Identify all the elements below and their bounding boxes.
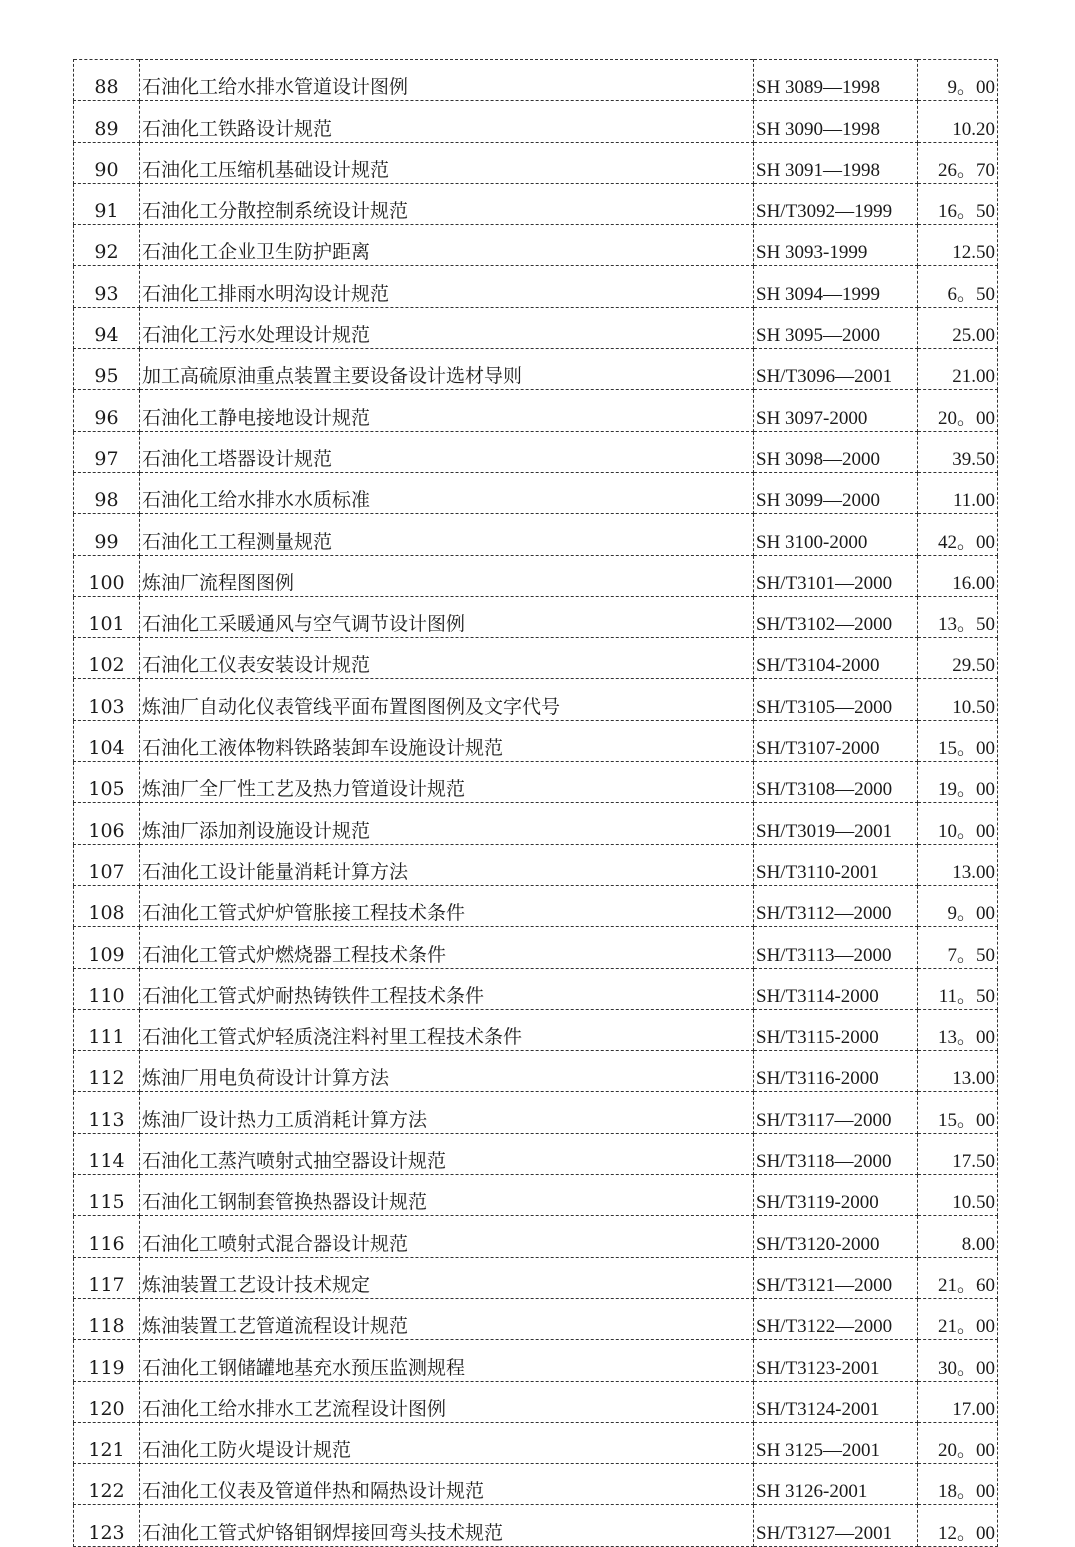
standard-price: 18。00 (918, 1464, 998, 1505)
standard-code: SH/T3121—2000 (754, 1257, 918, 1298)
standard-code: SH/T3123-2001 (754, 1340, 918, 1381)
standard-price: 8.00 (918, 1216, 998, 1257)
row-number: 95 (74, 349, 140, 390)
standard-title: 石油化工给水排水管道设计图例 (140, 60, 754, 101)
row-number: 123 (74, 1505, 140, 1546)
standard-price: 7。50 (918, 927, 998, 968)
row-number: 121 (74, 1422, 140, 1463)
standard-title: 石油化工蒸汽喷射式抽空器设计规范 (140, 1133, 754, 1174)
standard-title: 石油化工管式炉燃烧器工程技术条件 (140, 927, 754, 968)
standard-title: 炼油厂全厂性工艺及热力管道设计规范 (140, 762, 754, 803)
table-row (74, 266, 998, 307)
standards-table-body (74, 60, 998, 1547)
table-row (74, 431, 998, 472)
standard-title: 石油化工管式炉炉管胀接工程技术条件 (140, 885, 754, 926)
standard-price: 17.50 (918, 1133, 998, 1174)
table-row (74, 142, 998, 183)
standard-price: 21。60 (918, 1257, 998, 1298)
standard-title: 石油化工设计能量消耗计算方法 (140, 844, 754, 885)
standard-price: 21.00 (918, 349, 998, 390)
standard-title: 炼油厂用电负荷设计计算方法 (140, 1051, 754, 1092)
table-row (74, 1464, 998, 1505)
table-row (74, 844, 998, 885)
standard-code: SH/T3115-2000 (754, 1009, 918, 1050)
row-number: 118 (74, 1298, 140, 1339)
row-number: 113 (74, 1092, 140, 1133)
table-row (74, 225, 998, 266)
standard-title: 石油化工仪表及管道伴热和隔热设计规范 (140, 1464, 754, 1505)
standard-price: 12。00 (918, 1505, 998, 1546)
table-row (74, 596, 998, 637)
standard-code: SH/T3119-2000 (754, 1175, 918, 1216)
table-row (74, 555, 998, 596)
standard-price: 15。00 (918, 1092, 998, 1133)
standard-price: 42。00 (918, 514, 998, 555)
standard-price: 25.00 (918, 307, 998, 348)
row-number: 99 (74, 514, 140, 555)
standard-title: 石油化工管式炉铬钼钢焊接回弯头技术规范 (140, 1505, 754, 1546)
standard-code: SH/T3092—1999 (754, 183, 918, 224)
table-row (74, 1422, 998, 1463)
table-row (74, 1257, 998, 1298)
table-row (74, 638, 998, 679)
standard-price: 11。50 (918, 968, 998, 1009)
table-row (74, 1505, 998, 1546)
standard-price: 10.50 (918, 1175, 998, 1216)
standard-title: 石油化工仪表安装设计规范 (140, 638, 754, 679)
standard-title: 炼油厂流程图图例 (140, 555, 754, 596)
table-row (74, 1216, 998, 1257)
standard-price: 20。00 (918, 1422, 998, 1463)
table-row (74, 1298, 998, 1339)
standard-title: 加工高硫原油重点装置主要设备设计选材导则 (140, 349, 754, 390)
standard-price: 26。70 (918, 142, 998, 183)
table-row (74, 60, 998, 101)
standard-title: 石油化工给水排水工艺流程设计图例 (140, 1381, 754, 1422)
row-number: 108 (74, 885, 140, 926)
standard-code: SH 3100-2000 (754, 514, 918, 555)
standard-title: 石油化工污水处理设计规范 (140, 307, 754, 348)
standard-code: SH/T3124-2001 (754, 1381, 918, 1422)
row-number: 98 (74, 472, 140, 513)
row-number: 107 (74, 844, 140, 885)
standard-code: SH/T3116-2000 (754, 1051, 918, 1092)
standard-code: SH/T3122—2000 (754, 1298, 918, 1339)
standard-code: SH/T3108—2000 (754, 762, 918, 803)
row-number: 90 (74, 142, 140, 183)
table-row (74, 762, 998, 803)
row-number: 106 (74, 803, 140, 844)
row-number: 104 (74, 720, 140, 761)
standard-title: 石油化工管式炉耐热铸铁件工程技术条件 (140, 968, 754, 1009)
table-row (74, 307, 998, 348)
row-number: 91 (74, 183, 140, 224)
standard-title: 石油化工防火堤设计规范 (140, 1422, 754, 1463)
row-number: 96 (74, 390, 140, 431)
standard-price: 9。00 (918, 885, 998, 926)
table-row (74, 349, 998, 390)
standard-title: 石油化工排雨水明沟设计规范 (140, 266, 754, 307)
standard-price: 10。00 (918, 803, 998, 844)
standard-price: 16。50 (918, 183, 998, 224)
standard-title: 石油化工静电接地设计规范 (140, 390, 754, 431)
standard-code: SH/T3112—2000 (754, 885, 918, 926)
standard-code: SH/T3019—2001 (754, 803, 918, 844)
table-row (74, 183, 998, 224)
standard-code: SH/T3096—2001 (754, 349, 918, 390)
row-number: 114 (74, 1133, 140, 1174)
standard-price: 19。00 (918, 762, 998, 803)
table-row (74, 1340, 998, 1381)
standard-price: 17.00 (918, 1381, 998, 1422)
standard-code: SH/T3120-2000 (754, 1216, 918, 1257)
table-row (74, 885, 998, 926)
standard-price: 13.00 (918, 1051, 998, 1092)
standard-code: SH 3094—1999 (754, 266, 918, 307)
row-number: 97 (74, 431, 140, 472)
table-row (74, 803, 998, 844)
row-number: 110 (74, 968, 140, 1009)
standard-code: SH/T3110-2001 (754, 844, 918, 885)
standard-code: SH/T3104-2000 (754, 638, 918, 679)
standard-code: SH/T3102—2000 (754, 596, 918, 637)
table-row (74, 679, 998, 720)
table-row (74, 927, 998, 968)
standard-code: SH/T3105—2000 (754, 679, 918, 720)
table-row (74, 390, 998, 431)
standard-code: SH/T3113—2000 (754, 927, 918, 968)
standard-title: 石油化工喷射式混合器设计规范 (140, 1216, 754, 1257)
standard-title: 炼油装置工艺管道流程设计规范 (140, 1298, 754, 1339)
standard-price: 11.00 (918, 472, 998, 513)
standard-title: 石油化工工程测量规范 (140, 514, 754, 555)
standard-title: 石油化工钢储罐地基充水预压监测规程 (140, 1340, 754, 1381)
table-row (74, 720, 998, 761)
standard-code: SH 3099—2000 (754, 472, 918, 513)
standard-title: 炼油厂自动化仪表管线平面布置图图例及文字代号 (140, 679, 754, 720)
row-number: 93 (74, 266, 140, 307)
row-number: 122 (74, 1464, 140, 1505)
standard-price: 20。00 (918, 390, 998, 431)
standard-price: 30。00 (918, 1340, 998, 1381)
standard-title: 石油化工液体物料铁路装卸车设施设计规范 (140, 720, 754, 761)
standard-title: 炼油厂设计热力工质消耗计算方法 (140, 1092, 754, 1133)
table-row (74, 968, 998, 1009)
standard-price: 12.50 (918, 225, 998, 266)
standard-price: 16.00 (918, 555, 998, 596)
table-row (74, 101, 998, 142)
row-number: 101 (74, 596, 140, 637)
row-number: 119 (74, 1340, 140, 1381)
row-number: 102 (74, 638, 140, 679)
table-row (74, 1175, 998, 1216)
standard-price: 10.50 (918, 679, 998, 720)
row-number: 109 (74, 927, 140, 968)
row-number: 105 (74, 762, 140, 803)
standard-price: 15。00 (918, 720, 998, 761)
standard-code: SH 3098—2000 (754, 431, 918, 472)
row-number: 120 (74, 1381, 140, 1422)
table-row (74, 1051, 998, 1092)
standard-code: SH 3126-2001 (754, 1464, 918, 1505)
row-number: 116 (74, 1216, 140, 1257)
standard-code: SH 3097-2000 (754, 390, 918, 431)
row-number: 89 (74, 101, 140, 142)
table-row (74, 1092, 998, 1133)
table-row (74, 472, 998, 513)
standard-title: 石油化工塔器设计规范 (140, 431, 754, 472)
standard-price: 13。50 (918, 596, 998, 637)
standard-price: 9。00 (918, 60, 998, 101)
standard-code: SH/T3101—2000 (754, 555, 918, 596)
row-number: 94 (74, 307, 140, 348)
row-number: 112 (74, 1051, 140, 1092)
standard-code: SH 3125—2001 (754, 1422, 918, 1463)
table-row (74, 514, 998, 555)
standard-price: 6。50 (918, 266, 998, 307)
standard-code: SH/T3114-2000 (754, 968, 918, 1009)
standard-price: 21。00 (918, 1298, 998, 1339)
row-number: 115 (74, 1175, 140, 1216)
table-row (74, 1381, 998, 1422)
standard-code: SH 3091—1998 (754, 142, 918, 183)
standard-title: 石油化工铁路设计规范 (140, 101, 754, 142)
standard-price: 39.50 (918, 431, 998, 472)
standard-code: SH 3090—1998 (754, 101, 918, 142)
standard-price: 13.00 (918, 844, 998, 885)
row-number: 117 (74, 1257, 140, 1298)
row-number: 111 (74, 1009, 140, 1050)
standard-price: 29.50 (918, 638, 998, 679)
standard-title: 石油化工压缩机基础设计规范 (140, 142, 754, 183)
table-row (74, 1009, 998, 1050)
standard-title: 石油化工钢制套管换热器设计规范 (140, 1175, 754, 1216)
standard-code: SH 3095—2000 (754, 307, 918, 348)
standard-title: 石油化工分散控制系统设计规范 (140, 183, 754, 224)
standard-code: SH 3089—1998 (754, 60, 918, 101)
standard-price: 13。00 (918, 1009, 998, 1050)
row-number: 103 (74, 679, 140, 720)
standard-title: 石油化工采暖通风与空气调节设计图例 (140, 596, 754, 637)
standard-title: 石油化工给水排水水质标准 (140, 472, 754, 513)
standards-table (73, 59, 998, 1547)
standard-price: 10.20 (918, 101, 998, 142)
row-number: 88 (74, 60, 140, 101)
row-number: 92 (74, 225, 140, 266)
standard-title: 炼油装置工艺设计技术规定 (140, 1257, 754, 1298)
table-row (74, 1133, 998, 1174)
standard-code: SH/T3127—2001 (754, 1505, 918, 1546)
standard-code: SH/T3118—2000 (754, 1133, 918, 1174)
standard-title: 石油化工企业卫生防护距离 (140, 225, 754, 266)
row-number: 100 (74, 555, 140, 596)
standard-code: SH/T3107-2000 (754, 720, 918, 761)
standard-code: SH 3093-1999 (754, 225, 918, 266)
standard-title: 炼油厂添加剂设施设计规范 (140, 803, 754, 844)
standard-code: SH/T3117—2000 (754, 1092, 918, 1133)
standard-title: 石油化工管式炉轻质浇注料衬里工程技术条件 (140, 1009, 754, 1050)
